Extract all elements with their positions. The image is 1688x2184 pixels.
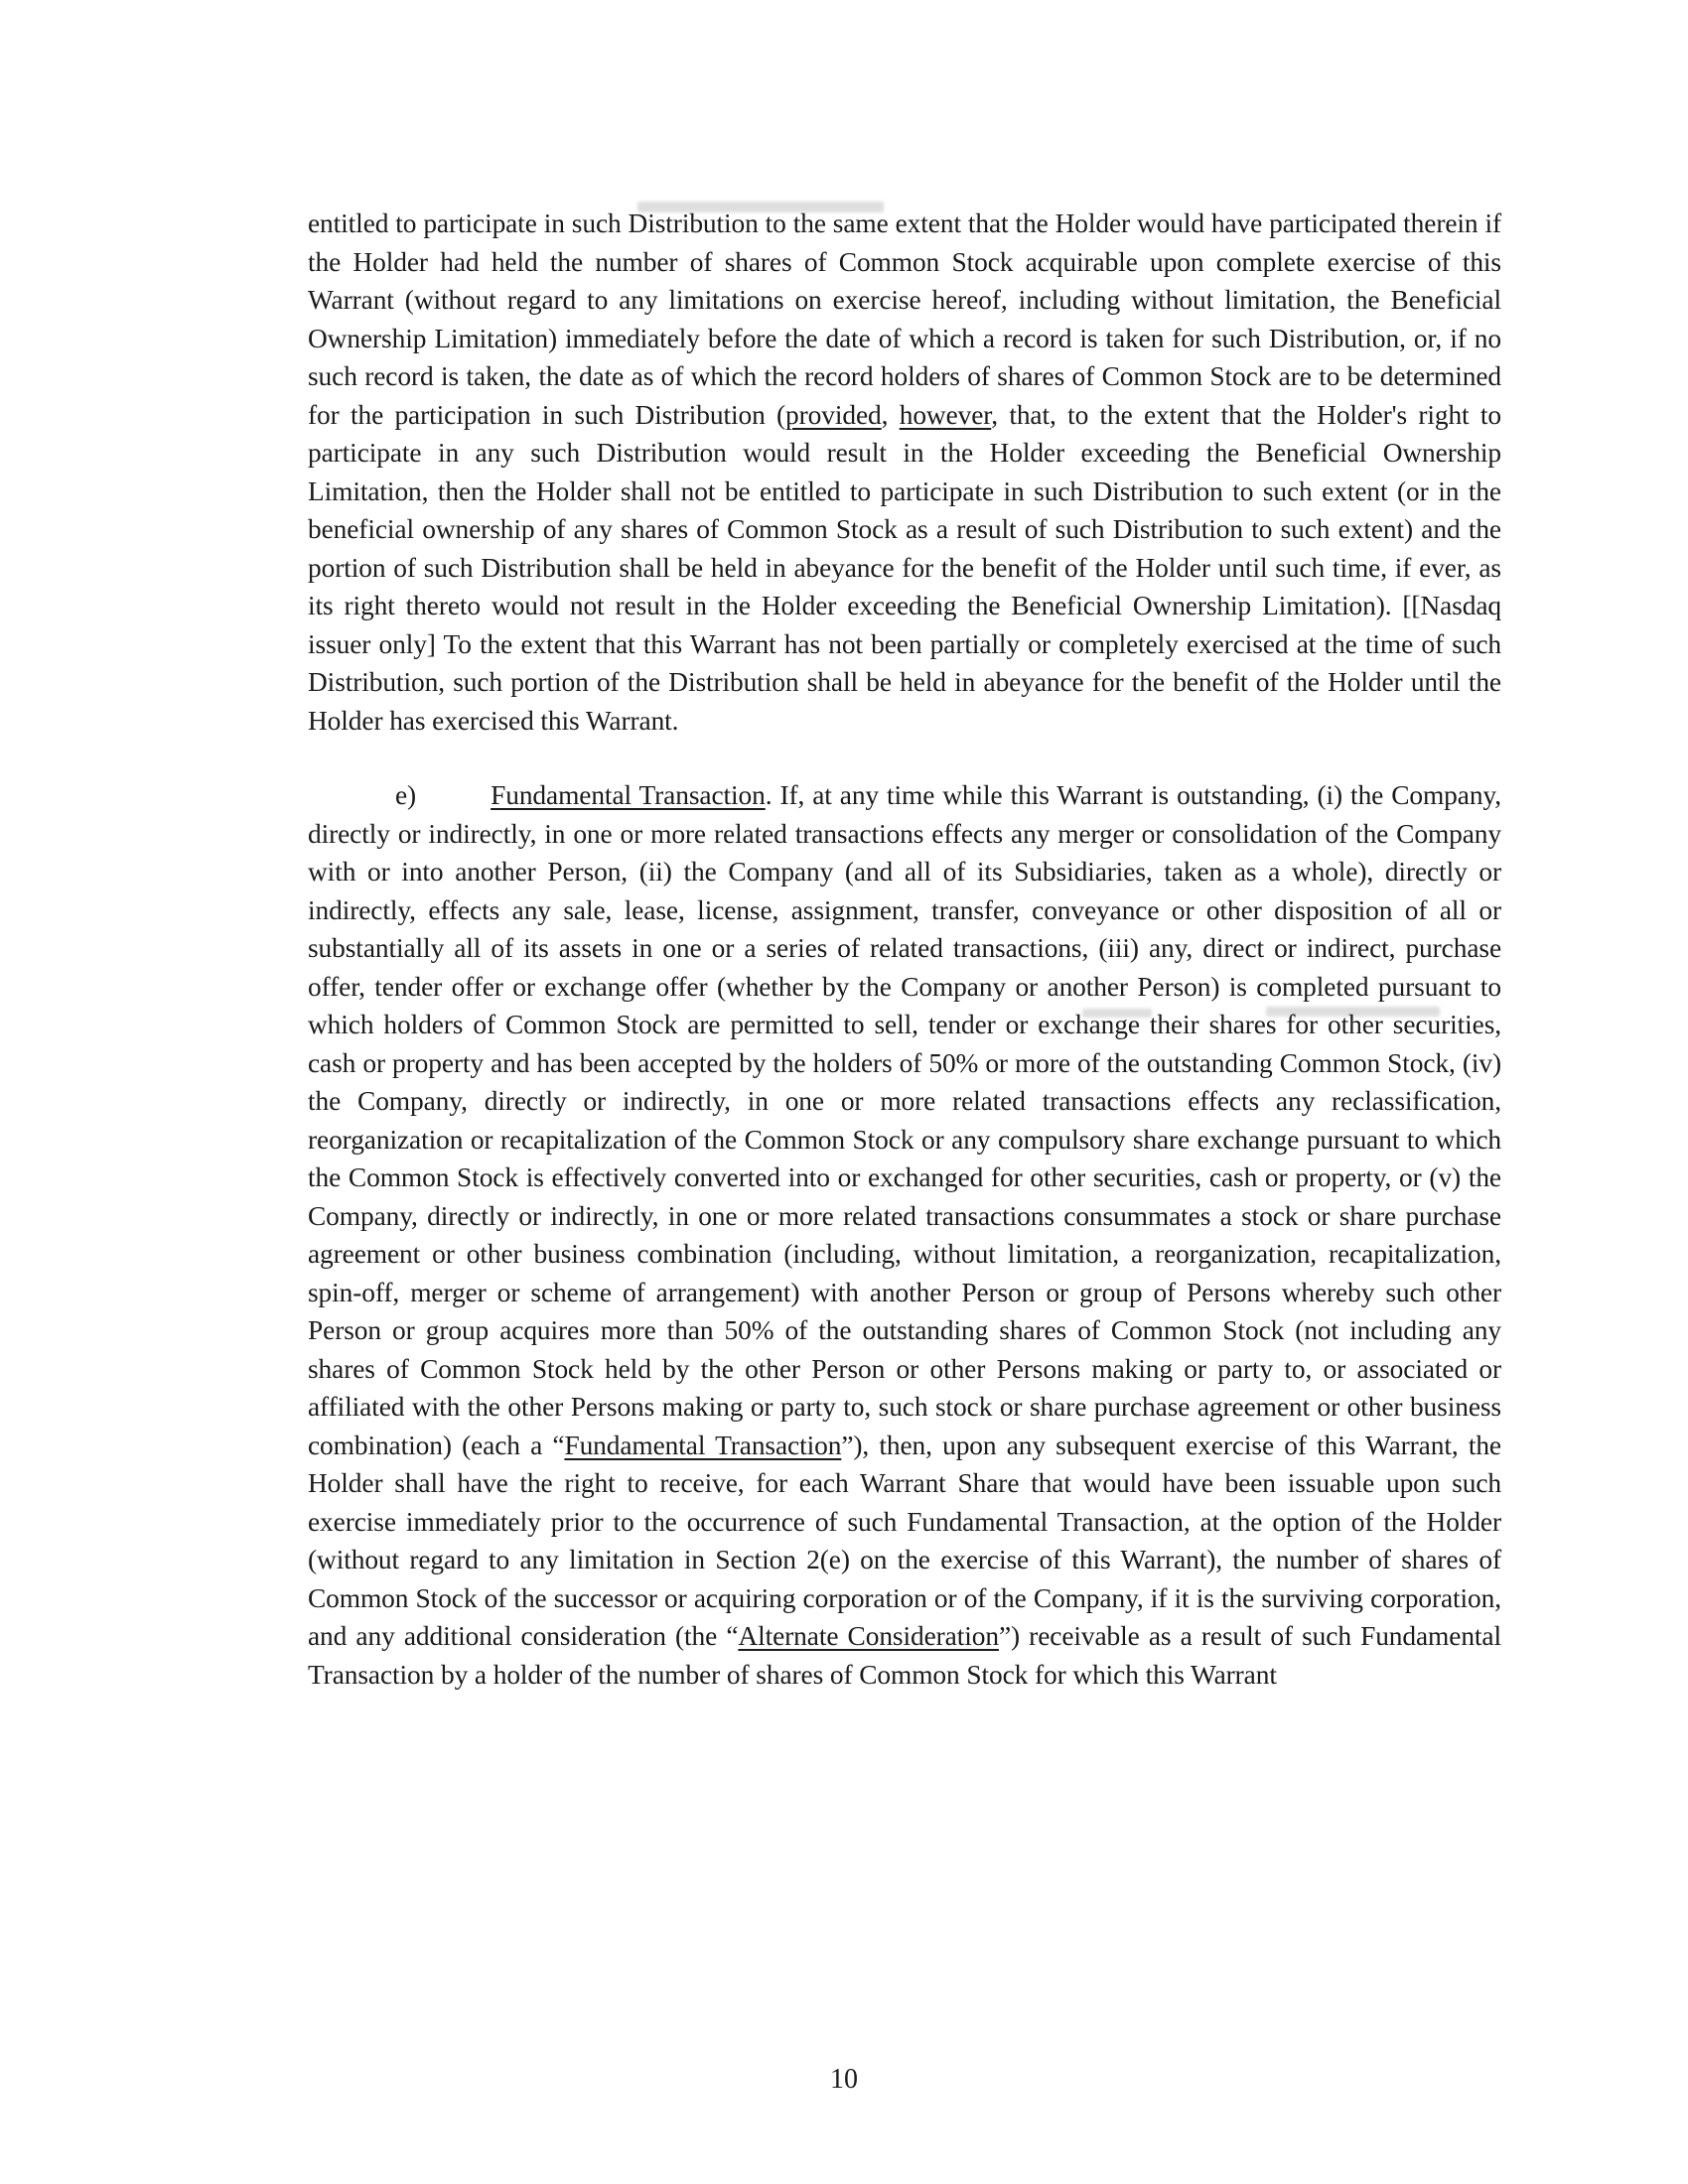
text-run: , — [881, 399, 900, 430]
text-run: , that, to the extent that the Holder's right to participate in any such Distribution would result in the Holder exceeding the Beneficial Ownership Limitation, then the Holder shall not be entitled to participate in such Distribution to such extent (or in the beneficial ownership of any shares of Common Stock as a result of such Distribution to such extent) and the portion of such Distribution shall be held in abeyance for the benefit of the Holder until such time, if ever, as its right thereto would not result in the Holder exceeding the Beneficial Ownership Limitation). [[Nasdaq issuer only] To the extent that this Warrant has not been partially or completely exercised at the time of such Distribution, such portion of the Distribution shall be held in abeyance for the benefit of the Holder until the Holder has exercised this Warrant. — [308, 399, 1501, 736]
text-run: . If, at any time while this Warrant is outstanding, (i) the Company, directly or indirectly, in one or more related transactions effects any merger or consolidation of the Company with or into another Person, (ii) the Company (and all of its Subsidiaries, taken as a whole), directly or indirectly, effects any sale, lease, license, assignment, transfer, conveyance or other disposition of all or substantially all of its assets in one or a series of related transactions, (iii) any, direct or indirect, purchase offer, tender offer or exchange offer (whether by the Company or another Person) is completed pursuant to which holders of Common Stock are permitted to sell, tender or exchange their shares for other securities, cash or property and has been accepted by the holders of 50% or more of the outstanding Common Stock, (iv) the Company, directly or indirectly, in one or more related transactions effects any reclassification, reorganization or recapitalization of the Common Stock or any compulsory share exchange pursuant to which the Common Stock is effectively converted into or exchanged for other securities, cash or property, or (v) the Company, directly or indirectly, in one or more related transactions consummates a stock or share purchase agreement or other business combination (including, without limitation, a reorganization, recapitalization, spin-off, merger or scheme of arrangement) with another Person or group of Persons whereby such other Person or group acquires more than 50% of the outstanding shares of Common Stock (not including any shares of Common Stock held by the other Person or other Persons making or party to, or associated or affiliated with the other Persons making or party to, such stock or share purchase agreement or other business combination) (each a “ — [308, 780, 1501, 1460]
text-run: ”), then, upon any subsequent exercise of this Warrant, the Holder shall have the right to receive, for each Warrant Share that would have been issuable upon such exercise immediately prior to the occurrence of such Fundamental Transaction, at the option of the Holder (without regard to any limitation in Section 2(e) on the exercise of this Warrant), the number of shares of Common Stock of the successor or acquiring corporation or of the Company, if it is the surviving corporation, and any additional consideration (the “ — [308, 1430, 1501, 1651]
underlined-term: Fundamental Transaction — [564, 1430, 842, 1460]
underlined-term: provided — [785, 399, 882, 430]
text-run: ”) receivable as a result of such Fundamental Transaction by a holder of the number of shares of Common Stock for which this Warrant — [308, 1621, 1501, 1690]
text-run: entitled to participate in such Distribution to the same extent that the Holder would have participated therein if the Holder had held the number of shares of Common Stock acquirable upon complete exercise of this Warrant (without regard to any limitations on exercise hereof, including without limitation, the Beneficial Ownership Limitation) immediately before the date of which a record is taken for such Distribution, or, if no such record is taken, the date as of which the record holders of shares of Common Stock are to be determined for the participation in such Distribution ( — [308, 208, 1501, 430]
text-run: e) — [395, 780, 417, 810]
page-body-text — [308, 205, 1501, 1694]
paragraph-fundamental-transaction — [308, 776, 1501, 1694]
paragraph-distribution-continuation — [308, 205, 1501, 740]
underlined-term: Fundamental Transaction — [491, 780, 766, 810]
underlined-term: Alternate Consideration — [738, 1621, 999, 1651]
page-number: 10 — [830, 2064, 858, 2095]
underlined-term: however — [899, 399, 992, 430]
